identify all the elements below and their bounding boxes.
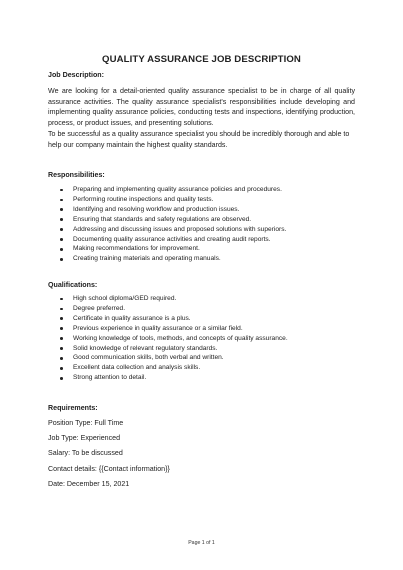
list-item: Solid knowledge of relevant regulatory standards.: [48, 344, 348, 354]
document-title: QUALITY ASSURANCE JOB DESCRIPTION: [102, 54, 301, 65]
position-type: Position Type: Full Time: [48, 419, 124, 427]
list-item: Making recommendations for improvement.: [48, 244, 348, 254]
bullet-icon: [60, 377, 63, 380]
list-item: Certificate in quality assurance is a plus.: [48, 314, 348, 324]
responsibilities-heading: Responsibilities:: [48, 171, 105, 179]
job-description-paragraph-1: We are looking for a detail-oriented quality assurance specialist to be in charge of all quality assurance activities. The quality assurance specialist's responsibilities include developing and implementing quality assurance policies, conducting tests and inspections, identifying production, process, or product issues, and presenting solutions.: [48, 87, 355, 127]
date: Date: December 15, 2021: [48, 480, 130, 488]
list-item: Degree preferred.: [48, 304, 348, 314]
bullet-icon: [60, 218, 63, 221]
list-item: Working knowledge of tools, methods, and concepts of quality assurance.: [48, 334, 348, 344]
list-item: Identifying and resolving workflow and production issues.: [48, 205, 348, 215]
bullet-icon: [60, 258, 63, 261]
list-item: Good communication skills, both verbal and written.: [48, 353, 348, 363]
job-description-heading: Job Description:: [48, 71, 104, 79]
list-item: Creating training materials and operating manuals.: [48, 254, 348, 264]
bullet-icon: [60, 199, 63, 202]
list-item: Excellent data collection and analysis skills.: [48, 363, 348, 373]
bullet-icon: [60, 189, 63, 192]
bullet-icon: [60, 208, 63, 211]
bullet-icon: [60, 347, 63, 350]
list-item: High school diploma/GED required.: [48, 294, 348, 304]
bullet-icon: [60, 228, 63, 231]
bullet-icon: [60, 327, 63, 330]
list-item: Ensuring that standards and safety regulations are observed.: [48, 215, 348, 225]
list-item: Strong attention to detail.: [48, 373, 348, 383]
bullet-icon: [60, 357, 63, 360]
bullet-icon: [60, 317, 63, 320]
list-item: Performing routine inspections and quality tests.: [48, 195, 348, 205]
contact-details: Contact details: {{Contact information}}: [48, 465, 170, 473]
requirements-heading: Requirements:: [48, 404, 98, 412]
bullet-icon: [60, 337, 63, 340]
bullet-icon: [60, 308, 63, 311]
salary: Salary: To be discussed: [48, 449, 123, 457]
list-item: Preparing and implementing quality assurance policies and procedures.: [48, 185, 348, 195]
qualifications-heading: Qualifications:: [48, 281, 98, 289]
list-item: Previous experience in quality assurance or a similar field.: [48, 324, 348, 334]
bullet-icon: [60, 248, 63, 251]
bullet-icon: [60, 367, 63, 370]
list-item: Documenting quality assurance activities and creating audit reports.: [48, 235, 348, 245]
bullet-icon: [60, 298, 63, 301]
responsibilities-list: [48, 185, 348, 264]
page-number: Page 1 of 1: [188, 540, 215, 546]
job-type: Job Type: Experienced: [48, 434, 121, 442]
list-item: Addressing and discussing issues and proposed solutions with superiors.: [48, 225, 348, 235]
job-description-paragraph-2: To be successful as a quality assurance specialist you should be incredibly thorough and able to help our company maintain the highest quality standards.: [48, 130, 350, 149]
qualifications-list: [48, 294, 348, 383]
bullet-icon: [60, 238, 63, 241]
